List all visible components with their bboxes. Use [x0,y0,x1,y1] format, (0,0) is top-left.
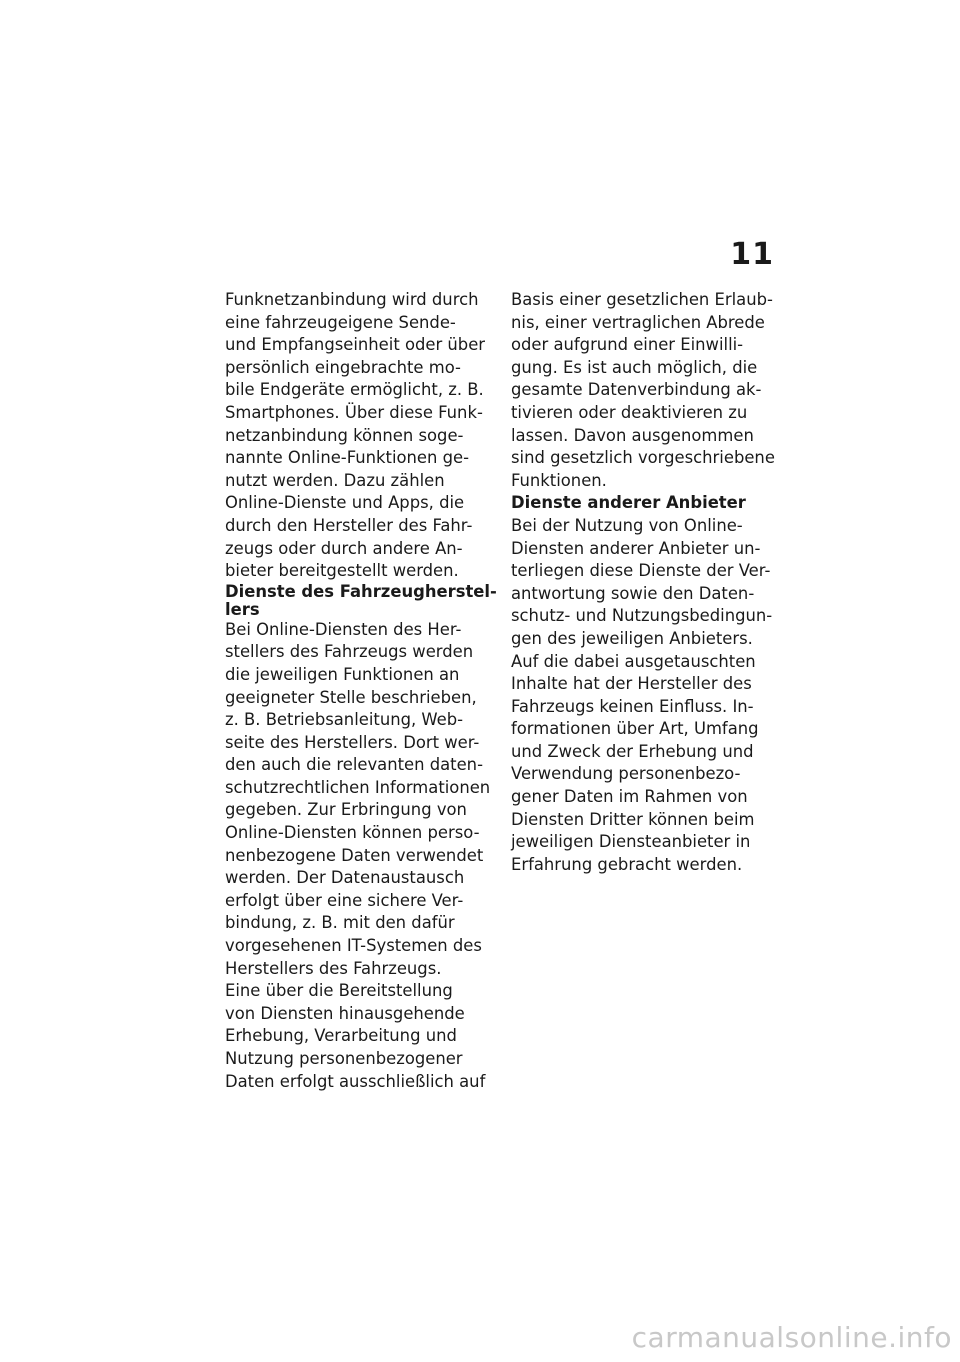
text-line: durch den Hersteller des Fahr- [225,515,473,535]
text-line: Herstellers des Fahrzeugs. [225,958,442,978]
text-line: persönlich eingebrachte mo- [225,357,461,377]
paragraph-manufacturer-services [225,619,507,981]
text-line: bindung, z. B. mit den dafür [225,913,455,933]
text-line: schutzrechtlichen Informationen [225,777,491,797]
text-line: Verwendung personenbezo- [511,764,741,784]
paragraph-data-processing [225,980,507,1093]
page-number: 11 [730,237,774,272]
heading-line: lers [225,599,260,619]
text-line: oder aufgrund einer Einwilli- [511,335,744,355]
heading-line: Dienste des Fahrzeugherstel- [225,581,497,601]
text-line: Online-Diensten können perso- [225,823,480,843]
text-line: eine fahrzeugeigene Sende- [225,312,456,332]
text-line: Diensten Dritter können beim [511,809,755,829]
paragraph-legal-basis [511,289,793,492]
text-line: Smartphones. Über diese Funk- [225,402,483,422]
text-line: gener Daten im Rahmen von [511,787,748,807]
text-line: Daten erfolgt ausschließlich auf [225,1071,486,1091]
text-line: Basis einer gesetzlichen Erlaub- [511,290,773,309]
text-line: und Empfangseinheit oder über [225,335,486,355]
text-line: die jeweiligen Funktionen an [225,664,460,684]
left-column [225,289,507,1093]
text-line: nis, einer vertraglichen Abrede [511,312,765,332]
text-line: nannte Online-Funktionen ge- [225,448,469,468]
text-line: sind gesetzlich vorgeschriebene [511,448,775,468]
text-line: Eine über die Bereitstellung [225,981,453,1001]
text-line: gesamte Datenverbindung ak- [511,380,762,400]
text-line: von Diensten hinausgehende [225,1003,465,1023]
text-line: Diensten anderer Anbieter un- [511,538,761,558]
text-line: seite des Herstellers. Dort wer- [225,732,480,752]
text-line: Bei Online-Diensten des Her- [225,619,462,639]
text-line: Fahrzeugs keinen Einfluss. In- [511,696,754,716]
text-line: Auf die dabei ausgetauschten [511,651,756,671]
text-line: vorgesehenen IT-Systemen des [225,936,482,956]
text-line: erfolgt über eine sichere Ver- [225,890,464,910]
right-column [511,289,793,876]
text-line: Inhalte hat der Hersteller des [511,674,752,694]
text-line: gen des jeweiligen Anbieters. [511,628,753,648]
text-line: z. B. Betriebsanleitung, Web- [225,710,464,730]
text-line: jeweiligen Diensteanbieter in [511,832,751,852]
text-line: schutz- und Nutzungsbedingun- [511,606,773,626]
text-line: Erfahrung gebracht werden. [511,854,743,874]
text-line: gegeben. Zur Erbringung von [225,800,467,820]
heading-third-party-services: Dienste anderer Anbieter [511,493,746,513]
paragraph-third-party-services [511,515,793,877]
text-line: und Zweck der Erhebung und [511,741,754,761]
text-line: lassen. Davon ausgenommen [511,425,754,445]
text-line: gung. Es ist auch möglich, die [511,357,758,377]
text-line: netzanbindung können soge- [225,425,464,445]
text-line: Online-Dienste und Apps, die [225,493,465,513]
text-line: terliegen diese Dienste der Ver- [511,561,771,581]
watermark: carmanualsonline.info [631,1321,952,1354]
text-line: bieter bereitgestellt werden. [225,561,459,581]
text-line: Funknetzanbindung wird durch [225,290,479,309]
text-line: bile Endgeräte ermöglicht, z. B. [225,380,484,400]
text-line: antwortung sowie den Daten- [511,583,755,603]
text-line: den auch die relevanten daten- [225,755,483,775]
heading-manufacturer-services [225,583,507,619]
text-line: zeugs oder durch andere An- [225,538,463,558]
text-line: Funktionen. [511,470,607,490]
paragraph-network-connection [225,289,507,583]
text-line: Erhebung, Verarbeitung und [225,1026,457,1046]
text-line: werden. Der Datenaustausch [225,868,465,888]
text-line: nutzt werden. Dazu zählen [225,470,445,490]
text-line: nenbezogene Daten verwendet [225,845,484,865]
text-line: tivieren oder deaktivieren zu [511,402,748,422]
text-line: stellers des Fahrzeugs werden [225,642,474,662]
text-line: Bei der Nutzung von Online- [511,515,743,535]
text-line: formationen über Art, Umfang [511,719,759,739]
text-line: Nutzung personenbezogener [225,1049,463,1068]
text-line: geeigneter Stelle beschrieben, [225,687,477,707]
